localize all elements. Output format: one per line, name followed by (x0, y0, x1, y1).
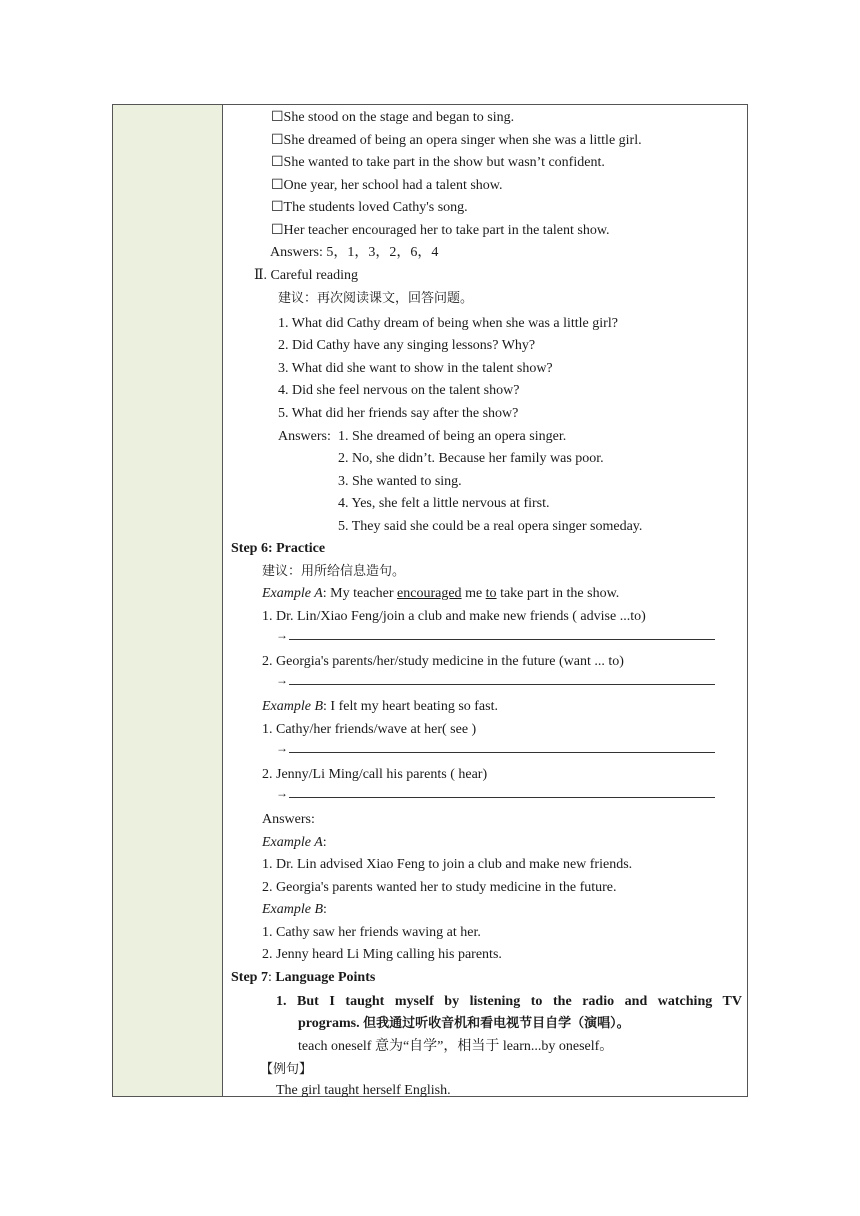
point1-english: programs. (298, 1016, 364, 1031)
answers-example-b-label: Example B (262, 902, 324, 917)
example-sentence-label: 【例句】 (260, 1062, 313, 1077)
question-item: 5. What did her friends say after the show? (278, 406, 519, 421)
example-a-text: take part in the show. (496, 586, 620, 601)
reorder-item: ☐She stood on the stage and began to sing. (271, 110, 515, 125)
colon: : (323, 902, 327, 917)
step7-heading (231, 969, 375, 987)
answer-blank-line[interactable] (276, 626, 715, 645)
question-item: 4. Did she feel nervous on the talent show? (278, 383, 520, 398)
step6-answers-label: Answers: (262, 812, 315, 827)
colon: : (322, 835, 327, 850)
step7-title: Language Points (275, 970, 376, 985)
answers-example-b (262, 901, 327, 919)
answers-example-a-label: Example A (262, 835, 323, 850)
exercise-item: 1. Dr. Lin/Xiao Feng/join a club and make new friends ( advise ...to) (262, 609, 646, 624)
answer-blank-line[interactable] (276, 784, 715, 803)
answer-item: 1. Dr. Lin advised Xiao Feng to join a club and make new friends. (262, 857, 633, 872)
answers-example-a (262, 834, 327, 852)
blank-line (289, 671, 715, 685)
step6-heading: Step 6: Practice (231, 541, 326, 556)
example-a-label: Example A (262, 586, 323, 601)
example-a-text: me (461, 586, 486, 601)
point1-chinese: 但我通过听收音机和看电视节目自学（演唱）。 (363, 1016, 630, 1031)
answer-item: 5. They said she could be a real opera singer someday. (338, 519, 643, 534)
point1-note: teach oneself 意为“自学”，相当于 learn...by oneself。 (298, 1039, 614, 1054)
point1-line2 (298, 1015, 630, 1033)
blank-line (289, 739, 715, 753)
reorder-item: ☐She wanted to take part in the show but wasn’t confident. (271, 155, 605, 170)
exercise-item: 2. Jenny/Li Ming/call his parents ( hear) (262, 767, 488, 782)
point1-line1: 1. But I taught myself by listening to the radio and watching TV (276, 994, 742, 1009)
careful-reading-tip: 建议：再次阅读课文，回答问题。 (278, 291, 474, 306)
step7-label: Step 7 (231, 970, 268, 985)
careful-reading-heading: Ⅱ. Careful reading (254, 268, 358, 283)
example-b-label: Example B (262, 699, 324, 714)
reorder-answers: Answers: 5，1，3，2，6，4 (270, 245, 439, 260)
answer-item: 2. Jenny heard Li Ming calling his parents. (262, 947, 502, 962)
careful-answers-label: Answers: (278, 429, 331, 444)
question-item: 2. Did Cathy have any singing lessons? Why? (278, 338, 536, 353)
reorder-item: ☐The students loved Cathy's song. (271, 200, 468, 215)
exercise-item: 1. Cathy/her friends/wave at her( see ) (262, 722, 477, 737)
example-a-underlined-verb: encouraged (397, 586, 462, 601)
answer-item: 2. Georgia's parents wanted her to study medicine in the future. (262, 880, 617, 895)
answer-blank-line[interactable] (276, 739, 715, 758)
answer-item: 3. She wanted to sing. (338, 474, 462, 489)
arrow-icon: → (276, 673, 288, 687)
arrow-icon: → (276, 628, 288, 642)
blank-line (289, 784, 715, 798)
step6-tip: 建议：用所给信息造句。 (262, 564, 406, 579)
step7-colon: : (267, 970, 276, 985)
example-a-text: : My teacher (322, 586, 398, 601)
question-item: 3. What did she want to show in the talent show? (278, 361, 553, 376)
example-a-line (262, 585, 619, 603)
reorder-item: ☐She dreamed of being an opera singer when she was a little girl. (271, 133, 642, 148)
table-content-cell (224, 105, 747, 1096)
example-sentence: The girl taught herself English. (276, 1083, 451, 1098)
example-a-underlined-to: to (485, 586, 497, 601)
answer-item: 4. Yes, she felt a little nervous at first. (338, 496, 550, 511)
reorder-item: ☐Her teacher encouraged her to take part in the talent show. (271, 223, 610, 238)
lesson-table (112, 104, 748, 1097)
answer-blank-line[interactable] (276, 671, 715, 690)
example-b-line (262, 698, 498, 716)
example-b-text: : I felt my heart beating so fast. (323, 699, 498, 714)
exercise-item: 2. Georgia's parents/her/study medicine in the future (want ... to) (262, 654, 624, 669)
arrow-icon: → (276, 741, 288, 755)
question-item: 1. What did Cathy dream of being when she was a little girl? (278, 316, 618, 331)
table-left-column (113, 105, 223, 1096)
arrow-icon: → (276, 786, 288, 800)
blank-line (289, 626, 715, 640)
answer-item: 2. No, she didn’t. Because her family was poor. (338, 451, 604, 466)
reorder-item: ☐One year, her school had a talent show. (271, 178, 503, 193)
answer-item: 1. Cathy saw her friends waving at her. (262, 925, 481, 940)
answer-item: 1. She dreamed of being an opera singer. (338, 429, 567, 444)
